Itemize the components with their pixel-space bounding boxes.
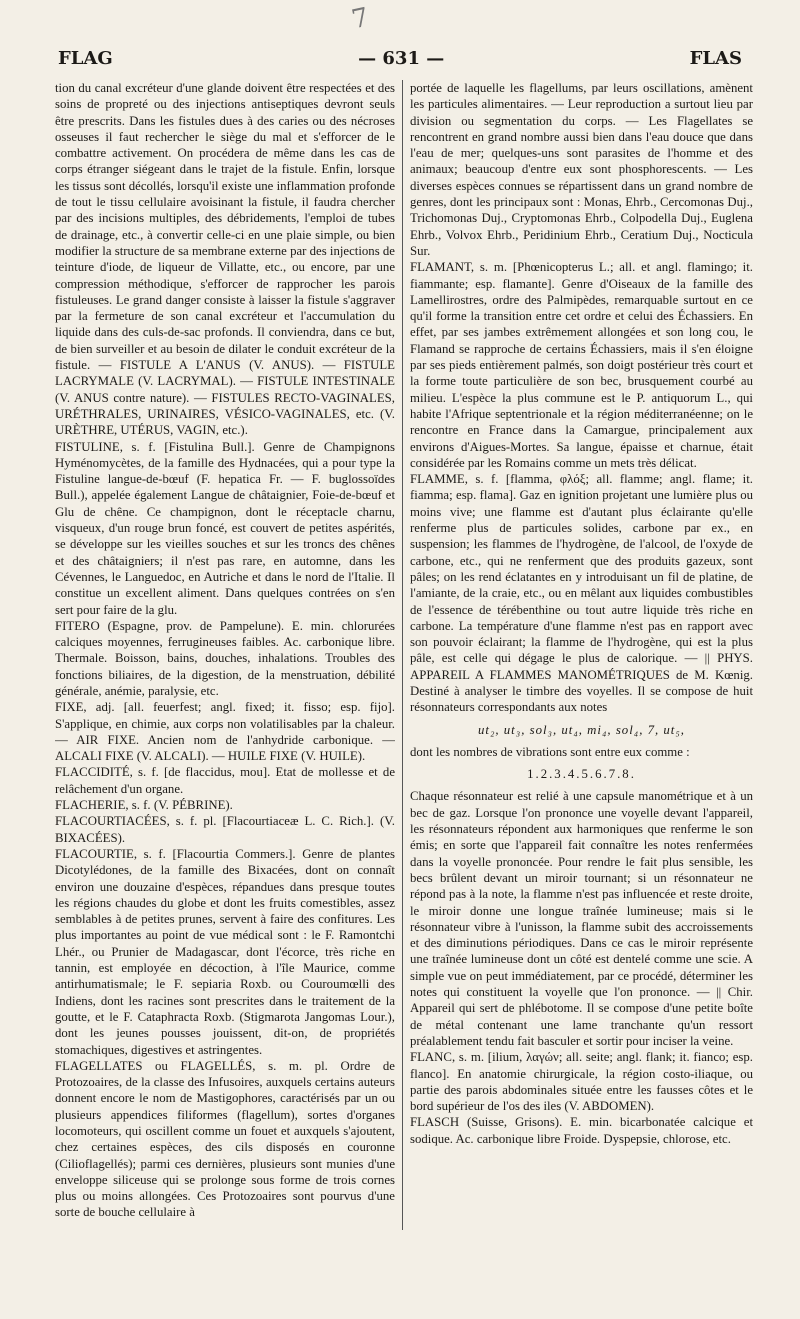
- header-right-word: FLAS: [689, 47, 742, 69]
- entry-fistule-continued: tion du canal excréteur d'une glande doivent être respectées et des soins de propreté ou des injections antiseptiques devront seuls être prescrits. Dans les fistules dues à des caries ou des nécroses osseuses il faut rechercher le siège du mal et s'efforcer de le combattre activement. On procédera de même dans les cas de corps étranger siégeant dans le trajet de la fistule. Enfin, lorsque les tissus sont décollés, lorsqu'il existe une inflammation profonde de tout le tissu cellulaire avoisinant la fistule, il faudra chercher par des incisions multiples, des débridements, l'emploi de tubes de drainage, etc., à convertir celle-ci en une plaie simple, ou bien modifier la structure de sa membrane externe par des injections de teinture d'iode, de liqueur de Villatte, etc., ou encore, par une compression méthodique, s'efforcer de rapprocher les parois fistuleuses. Le grand danger consiste à laisser la fistule s'aggraver par la fermeture de son canal excréteur et l'accumulation du liquide dans des culs-de-sac profonds. Il conviendra, dans ce but, de bien surveiller et au besoin de dilater le conduit excréteur de la fistule. — FISTULE A L'ANUS (V. ANUS). — FISTULE LACRYMALE (V. LACRYMAL). — FISTULE INTESTINALE (V. ANUS contre nature). — FISTULES RECTO-VAGINALES, URÉTHRALES, URINAIRES, VÉSICO-VAGINALES, etc. (V. URÈTHRE, UTÉRUS, VAGIN, etc.).: [55, 81, 395, 438]
- vibration-text: dont les nombres de vibrations sont entre eux comme :: [410, 744, 690, 759]
- page-number: — 631 —: [358, 47, 445, 69]
- entry-flacourtiacees: FLACOURTIACÉES, s. f. pl. [Flacourtiaceæ L. C. Rich.]. (V. BIXACÉES).: [55, 814, 395, 845]
- running-header: [58, 44, 742, 72]
- left-column: [55, 80, 395, 1310]
- entry-flanc: FLANC, s. m. [ilium, λαγών; all. seite; angl. flank; it. fianco; esp. flanco]. En anatomie chirurgicale, la région costo-iliaque, ou partie des parois abdominales située entre les fausses côtes et le bord supérieur de l'os des iles (V. ABDOMEN).: [410, 1050, 753, 1114]
- entry-flamme: FLAMME, s. f. [flamma, φλόξ; all. flamme; angl. flame; it. fiamma; esp. flama]. Gaz en ignition projetant une lumière plus ou moins vive; une flamme est d'autant plus éclairante qu'elle renferme plus de particules solides, carbone par ex., en suspension; les flammes de l'hydrogène, de l'alcool, de l'oxyde de carbone, etc., qui ne renferment que des produits gazeux, sont pâles; on les rend éclatantes en y introduisant un fil de platine, de l'amiante, de la craie, etc., ou en mêlant aux liquides combustibles de l'essence de térébenthine ou tout autre liquide très riche en carbone. La température d'une flamme n'est pas en rapport avec son pouvoir éclairant; la flamme de l'hydrogène, qui est la plus pâle, est celle qui dégage le plus de calorique. — || PHYS. APPAREIL A FLAMMES MANOMÉTRIQUES de M. Kœnig. Destiné à analyser le timbre des voyelles. Il se compose de huit résonnateurs correspondants aux notes: [410, 472, 753, 715]
- notes-formula: ut₂, ut₃, sol₃, ut₄, mi₄, sol₄, 7, ut₅,: [477, 722, 685, 737]
- entry-fitero: FITERO (Espagne, prov. de Pampelune). E. min. chlorurées calciques moyennes, ferrugineuses faibles. Ac. carbonique libre. Thermale. Boisson, bains, douches, inhalations. Troubles des fonctions biliaires, de la digestion, de la menstruation, débilité générale, anémie, paralysie, etc.: [55, 618, 395, 698]
- right-column: [410, 80, 753, 1310]
- entry-flacherie: FLACHERIE, s. f. (V. PÉBRINE).: [55, 798, 233, 813]
- handwritten-mark: 7: [349, 2, 372, 36]
- entry-flasch: FLASCH (Suisse, Grisons). E. min. bicarbonatée calcique et sodique. Ac. carbonique libre Froide. Dyspepsie, chlorose, etc.: [410, 1115, 753, 1146]
- header-left-word: FLAG: [58, 47, 113, 69]
- entry-flagellates: FLAGELLATES ou FLAGELLÉS, s. m. pl. Ordre de Protozoaires, de la classe des Infusoires, auxquels certains auteurs donnent encore le nom de Mastigophores, caractérisés par un ou plusieurs appendices filiformes (flagellum), sortes d'organes locomoteurs, qui oscillent comme un fouet et auxquels s'ajoutent, chez certaines espèces, des cils disposés en couronne (Cilioflagellés); parmi ces dernières, plusieurs sont munies d'une enveloppe siliceuse qui se prolonge sous forme de trois cornes plus ou moins allongées. Ces Protozoaires sont pourvus d'une sorte de bouche cellulaire à: [55, 1058, 395, 1220]
- entry-flacourtie: FLACOURTIE, s. f. [Flacourtia Commers.]. Genre de plantes Dicotylédones, de la famille des Bixacées, dont on connaît environ une douzaine d'espèces, répandues dans presque toutes les régions chaudes du globe et dont les fruits comestibles, assez semblables à de petites prunes, servent à faire des confitures. Les plus importantes au point de vue médical sont : le F. Ramontchi Lhér., ou Prunier de Madagascar, dont l'écorce, très riche en tannin, est employée en décoction, à l'île Maurice, comme antirhumatismale; le F. sepiaria Roxb. ou Couroumœlli des Indiens, dont les racines sont prescrites dans le traitement de la goutte, et le F. Cataphracta Roxb. (Stigmarota Jangomas Lour.), dont les jeunes pousses jouissent, dit-on, de propriétés stomachiques, digestives et astringentes.: [55, 846, 395, 1057]
- entry-flaccidite: FLACCIDITÉ, s. f. [de flaccidus, mou]. Etat de mollesse et de relâchement d'un organe.: [55, 765, 395, 796]
- entry-flamant: FLAMANT, s. m. [Phœnicopterus L.; all. et angl. flamingo; it. fiammante; esp. flamante]. Genre d'Oiseaux de la famille des Lamellirostres, ordre des Palmipèdes, remarquable surtout en ce qu'il forme la transition entre cet ordre et celui des Échassiers. En effet, par ses jambes extrêmement allongées et son long cou, le Flamand se rapproche de certains Échassiers, mais il s'en éloigne par ses pieds entièrement palmés, son doigt postérieur très court et la forme toute particulière de son bec, brusquement courbé au milieu. L'espèce la plus commune est le P. antiquorum L., qui habite l'Afrique septentrionale et la région méditerranéenne; on le rencontre en France dans la Camargue, principalement aux environs d'Aigues-Mortes. Sa langue, épaisse et charnue, était considérée par les Romains comme un mets très délicat.: [410, 260, 753, 470]
- entry-flamme-continued: Chaque résonnateur est relié à une capsule manométrique et à un bec de gaz. Lorsque l'on prononce une voyelle devant l'appareil, les résonnateurs répondent aux harmoniques que renferme le son émis; en sorte que l'appareil fait connaître les notes renfermées dans la voyelle prononcée. Pour rendre le fait plus sensible, les becs brûlent devant un miroir tournant; si un résonnateur ne répond pas à la note, la flamme n'est pas influencée et reste droite, le miroir donne une longue traînée lumineuse; mais si le résonnateur vibre à l'unisson, la flamme subit des accroissements et des diminutions périodiques. Dans ce cas le miroir représente une traînée lumineuse dont un côté est dentelé comme une scie. A simple vue on peut immédiatement, par ce procédé, déterminer les notes qui constituent la voyelle que l'on prononce. — || Chir. Appareil qui sert de phlébotome. Il se compose d'une petite boîte de métal contenant une lame tranchante qu'un ressort préalablement tendu fait basculer et sortir pour inciser la veine.: [410, 789, 753, 1048]
- entry-fixe: FIXE, adj. [all. feuerfest; angl. fixed; it. fisso; esp. fijo]. S'applique, en chimie, aux corps non volatilisables par la chaleur. — AIR FIXE. Ancien nom de l'anhydride carbonique. — ALCALI FIXE (V. ALCALI). — HUILE FIXE (V. HUILE).: [55, 700, 395, 764]
- entry-flagellates-continued: portée de laquelle les flagellums, par leurs oscillations, amènent les particules alimentaires. — Leur reproduction a surtout lieu par division ou segmentation du corps. — Les Flagellates se rencontrent en grand nombre aussi bien dans l'eau douce que dans l'eau de mer; quelques-uns sont parasites de l'homme et des animaux; beaucoup d'entre eux sont phosphorescents. — Les diverses espèces connues se répartissent dans un grand nombre de genres, dont les principaux sont : Monas, Ehrb., Cercomonas Duj., Trichomonas Duj., Cryptomonas Ehrb., Colpodella Duj., Euglena Ehrb., Volvox Ehrb., Peridinium Ehrb., Ceratium Duj., Nocticula Sur.: [410, 81, 753, 258]
- vibration-sequence: 1.2.3.4.5.6.7.8.: [527, 767, 636, 782]
- entry-fistuline: FISTULINE, s. f. [Fistulina Bull.]. Genre de Champignons Hyménomycètes, de la famille des Hydnacées, qui a pour type la Fistuline langue-de-bœuf (F. hepatica Fr. — F. buglossoïdes Bull.), appelée également Langue de châtaignier, Foie-de-bœuf et Glu de chêne. Ce champignon, dont le réceptacle charnu, visqueux, d'un rouge brun foncé, est couvert de petites aspérités, se développe sur les vieilles souches et sur les troncs des chênes et des châtaigniers; il n'est pas rare, en automne, dans les Cévennes, le Languedoc, en Autriche et dans le nord de l'Italie. Il constitue un excellent aliment. Dans quelques contrées on s'en sert pour faire de la glu.: [55, 439, 395, 617]
- column-divider: [402, 80, 403, 1230]
